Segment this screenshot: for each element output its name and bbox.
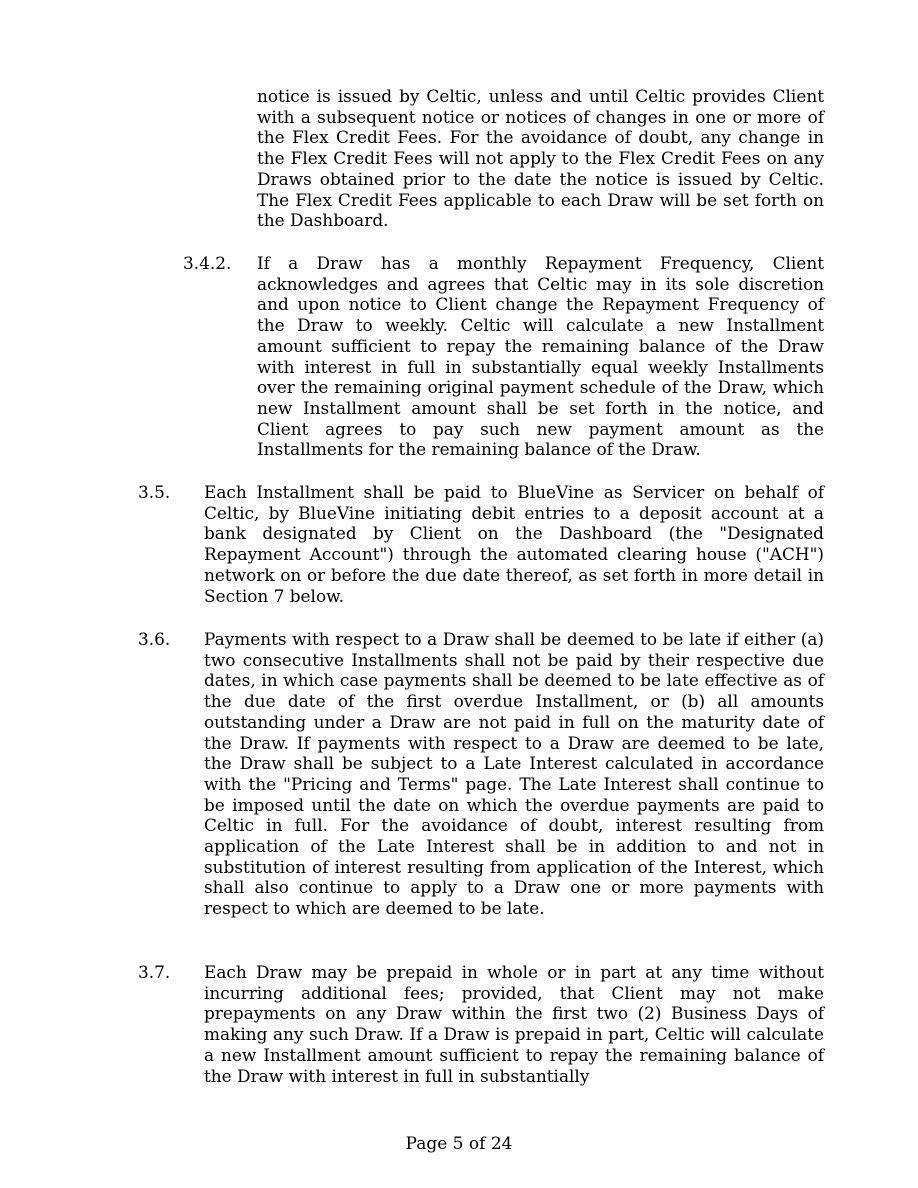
page-footer [0,1134,918,1155]
section-text: Payments with respect to a Draw shall be deemed to be late if either (a) two consecutive Installments shall not be paid by their respective due dates, in which case payments shall be deemed to be late effective as of the due date of the first overdue Installment, or (b) all amounts outstanding under a Draw are not paid in full on the maturity date of the Draw. If payments with respect to a Draw are deemed to be late, the Draw shall be subject to a Late Interest calculated in accordance with the "Pricing and Terms" page. The Late Interest shall continue to be imposed until the date on which the overdue payments are paid to Celtic in full. For the avoidance of doubt, interest resulting from application of the Late Interest shall be in addition to and not in substitution of interest resulting from application of the Interest, which shall also continue to apply to a Draw one or more payments with respect to which are deemed to be late. [204,629,824,919]
section-number: 3.4.2. [183,253,232,273]
page-number: Page 5 of 24 [405,1134,513,1154]
section-text: If a Draw has a monthly Repayment Frequency, Client acknowledges and agrees that Celtic may in its sole discretion and upon notice to Client change the Repayment Frequency of the Draw to weekly. Celtic will calculate a new Installment amount sufficient to repay the remaining balance of the Draw with interest in full in substantially equal weekly Installments over the remaining original payment schedule of the Draw, which new Installment amount shall be set forth in the notice, and Client agrees to pay such new payment amount as the Installments for the remaining balance of the Draw. [257,253,824,460]
section-text: Each Draw may be prepaid in whole or in part at any time without incurring additional fees; provided, that Client may not make prepayments on any Draw within the first two (2) Business Days of making any such Draw. If a Draw is prepaid in part, Celtic will calculate a new Installment amount sufficient to repay the remaining balance of the Draw with interest in full in substantially [204,962,824,1086]
section-number: 3.5. [138,482,171,502]
section-3-5 [138,482,824,606]
section-text: Each Installment shall be paid to BlueVine as Servicer on behalf of Celtic, by BlueVine initiating debit entries to a deposit account at a bank designated by Client on the Dashboard (the "Designated Repayment Account") through the automated clearing house ("ACH") network on or before the due date thereof, as set forth in more detail in Section 7 below. [204,482,824,606]
section-3-6 [138,629,824,919]
continuation-paragraph [257,86,824,231]
continuation-text: notice is issued by Celtic, unless and until Celtic provides Client with a subsequent notice or notices of changes in one or more of the Flex Credit Fees. For the avoidance of doubt, any change in the Flex Credit Fees will not apply to the Flex Credit Fees on any Draws obtained prior to the date the notice is issued by Celtic. The Flex Credit Fees applicable to each Draw will be set forth on the Dashboard. [257,86,824,231]
section-number: 3.6. [138,629,171,649]
section-3-4-2 [183,253,824,460]
section-number: 3.7. [138,962,171,982]
section-3-7 [138,962,824,1086]
